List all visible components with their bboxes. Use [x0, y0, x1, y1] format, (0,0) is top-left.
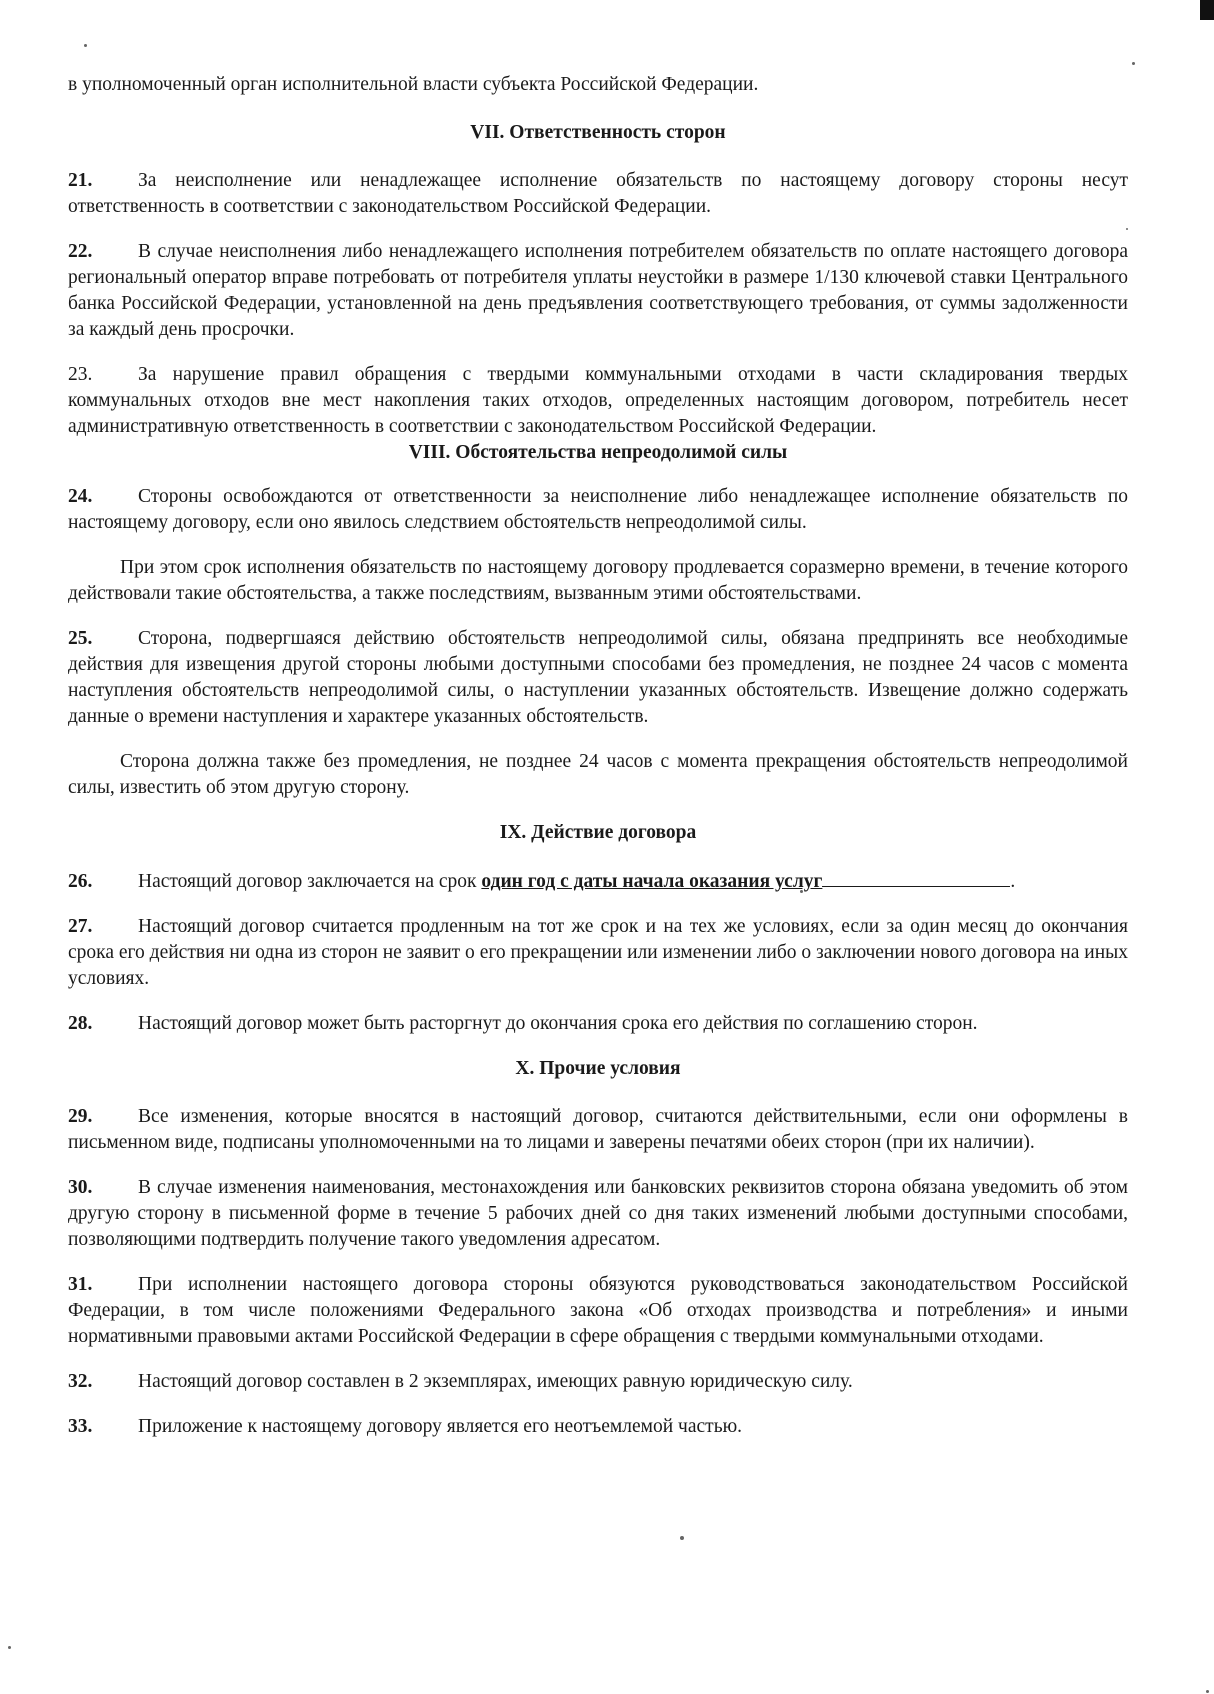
clause-25: [68, 626, 1128, 730]
section-x: [68, 1056, 1128, 1440]
clause-number: 21.: [68, 170, 93, 191]
clause-text: Приложение к настоящему договору является его неотъемлемой частью.: [138, 1416, 743, 1437]
clause-text: В случае неисполнения либо ненадлежащего исполнения потребителем обязательств по оплате настоящего договора региональный оператор вправе потребовать от потребителя уплаты неустойки в размере 1/130 ключевой ставки Центрального банка Российской Федерации, установленной на день предъявления соответствующего требования, от суммы задолженности за каждый день просрочки.: [68, 241, 1128, 340]
clause-text: Настоящий договор может быть расторгнут до окончания срока его действия по соглашению сторон.: [138, 1013, 978, 1034]
clause-number: 29.: [68, 1106, 93, 1127]
clause-number: 25.: [68, 628, 93, 649]
section-heading: X. Прочие условия: [515, 1058, 681, 1079]
clause-25-continuation: Сторона должна также без промедления, не позднее 24 часов с момента прекращения обстоятельств непреодолимой силы, известить об этом другую сторону.: [68, 751, 1128, 798]
section-ix: [68, 820, 1128, 1037]
clause-text: При исполнении настоящего договора стороны обязуются руководствоваться законодательством Российской Федерации, в том числе положениями Федерального закона «Об отходах производства и потребления» и иными нормативными правовыми актами Российской Федерации в сфере обращения с твердыми коммунальными отходами.: [68, 1274, 1128, 1347]
clause-text: Все изменения, которые вносятся в настоящий договор, считаются действительными, если они оформлены в письменном виде, подписаны уполномоченными на то лицами и заверены печатями обеих сторон (при их наличии).: [68, 1106, 1128, 1153]
clause-28: [68, 1011, 1128, 1037]
scan-speck: [1206, 1690, 1209, 1693]
clause-end: .: [1010, 871, 1016, 892]
section-vii: [68, 120, 1128, 440]
clause-number: 31.: [68, 1274, 93, 1295]
clause-27: [68, 914, 1128, 992]
clause-text: В случае изменения наименования, местонахождения или банковских реквизитов сторона обязана уведомить об этом другую сторону в письменной форме в течение 5 рабочих дней со дня таких изменений любыми доступными способами, позволяющими подтвердить получение такого уведомления адресатом.: [68, 1177, 1128, 1250]
clause-number: 23.: [68, 364, 93, 385]
clause-text: Стороны освобождаются от ответственности за неисполнение либо ненадлежащее исполнение обязательств по настоящему договору, если оно явилось следствием обстоятельств непреодолимой силы.: [68, 486, 1128, 533]
clause-32: [68, 1369, 1128, 1395]
clause-text: Настоящий договор составлен в 2 экземплярах, имеющих равную юридическую силу.: [138, 1371, 853, 1392]
scan-speck: [8, 1646, 11, 1649]
clause-23: [68, 362, 1128, 440]
clause-22: [68, 239, 1128, 343]
clause-number: 24.: [68, 486, 93, 507]
clause-24: [68, 484, 1128, 536]
scan-speck: [84, 44, 87, 47]
clause-number: 26.: [68, 871, 93, 892]
clause-24-continuation: При этом срок исполнения обязательств по настоящему договору продлевается соразмерно времени, в течение которого действовали такие обстоятельства, а также последствиям, вызванным этими обстоятельствами.: [68, 557, 1128, 604]
clause-text: Сторона, подвергшаяся действию обстоятельств непреодолимой силы, обязана предпринять все необходимые действия для извещения другой стороны любыми доступными способами без промедления, не позднее 24 часов с момента наступления обстоятельств непреодолимой силы, о наступлении указанных обстоятельств. Извещение должно содержать данные о времени наступления и характере указанных обстоятельств.: [68, 628, 1128, 727]
clause-number: 32.: [68, 1371, 93, 1392]
clause-text: За нарушение правил обращения с твердыми коммунальными отходами в части складирования твердых коммунальных отходов вне мест накопления таких отходов, определенных настоящим договором, потребитель несет административную ответственность в соответствии с законодательством Российской Федерации.: [68, 364, 1128, 437]
clause-text: Настоящий договор считается продленным на тот же срок и на тех же условиях, если за один месяц до окончания срока его действия ни одна из сторон не заявит о его прекращении или изменении либо о заключении нового договора на иных условиях.: [68, 916, 1128, 989]
clause-number: 27.: [68, 916, 93, 937]
clause-number: 22.: [68, 241, 93, 262]
fill-in-line: [822, 868, 1010, 887]
clause-30: [68, 1175, 1128, 1253]
section-heading: VIII. Обстоятельства непреодолимой силы: [408, 442, 788, 463]
intro-line: в уполномоченный орган исполнительной власти субъекта Российской Федерации.: [68, 74, 759, 95]
clause-33: [68, 1414, 1128, 1440]
clause-number: 33.: [68, 1416, 93, 1437]
clause-21: [68, 168, 1128, 220]
section-heading: VII. Ответственность сторон: [470, 122, 726, 143]
clause-29: [68, 1104, 1128, 1156]
scan-speck: [680, 1536, 684, 1540]
clause-text: За неисполнение или ненадлежащее исполнение обязательств по настоящему договору стороны несут ответственность в соответствии с законодательством Российской Федерации.: [68, 170, 1128, 217]
scan-speck: [1132, 62, 1135, 65]
section-viii: [68, 440, 1128, 801]
clause-number: 28.: [68, 1013, 93, 1034]
contract-term-value: один год с даты начала оказания услуг: [481, 871, 823, 892]
clause-text: Настоящий договор заключается на срок: [138, 871, 477, 892]
section-heading: IX. Действие договора: [499, 822, 697, 843]
clause-number: 30.: [68, 1177, 93, 1198]
clause-26: [68, 868, 1128, 895]
contract-page: [68, 72, 1128, 1459]
scan-edge-mark: [1200, 0, 1214, 20]
clause-31: [68, 1272, 1128, 1350]
